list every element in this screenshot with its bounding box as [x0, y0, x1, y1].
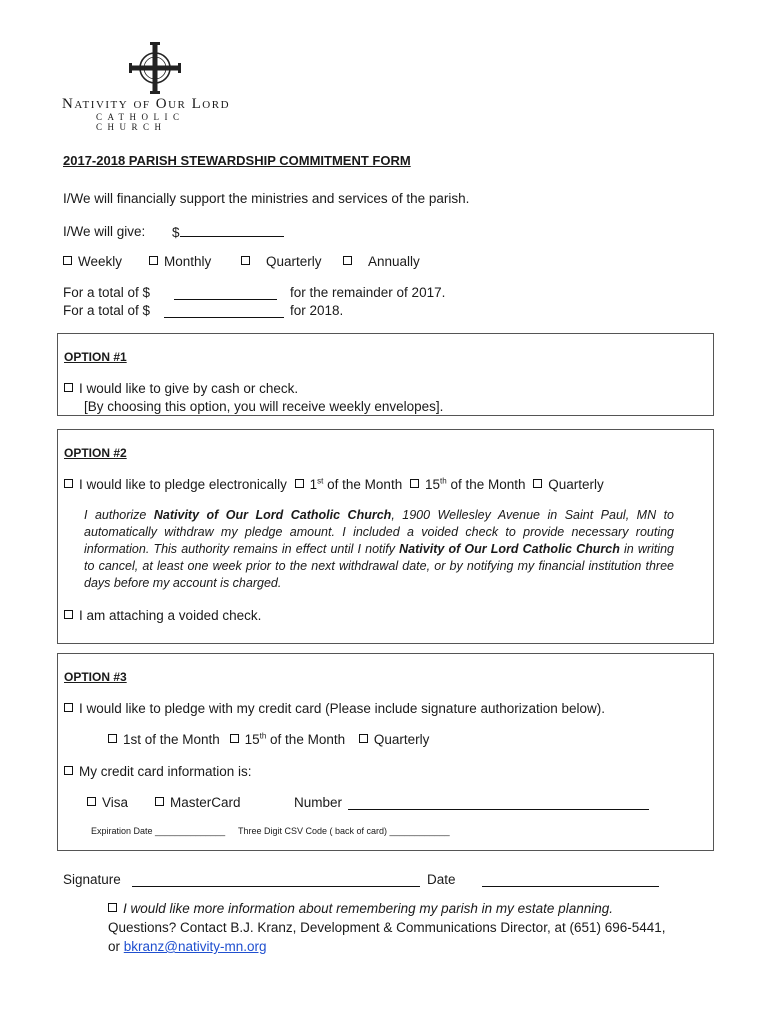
freq-annually[interactable] [343, 254, 420, 270]
estate-planning-label: I would like more information about remembering my parish in my estate planning. [123, 901, 613, 916]
checkbox[interactable] [359, 734, 368, 743]
total-2017-suffix: for the remainder of 2017. [290, 285, 446, 300]
option2-choice2: 15th of the Month [424, 476, 526, 492]
give-amount-field[interactable] [172, 224, 284, 241]
church-subtitle: CATHOLIC CHURCH [96, 112, 185, 132]
option3-title: OPTION #3 [64, 670, 127, 684]
option2-voided-label: I am attaching a voided check. [79, 608, 262, 623]
date-field[interactable] [482, 874, 659, 887]
freq-quarterly[interactable] [241, 254, 322, 270]
total-2018-field[interactable] [164, 305, 284, 318]
option2-pledge-row [64, 477, 604, 493]
option2-choice1: 1st of the Month [309, 476, 403, 492]
checkbox[interactable] [63, 256, 72, 265]
card-visa[interactable] [87, 795, 128, 811]
option1-title: OPTION #1 [64, 350, 127, 364]
checkbox[interactable] [230, 734, 239, 743]
option2-pledge-text: I would like to pledge electronically [79, 477, 287, 492]
checkbox[interactable] [149, 256, 158, 265]
date-label: Date [427, 872, 456, 887]
checkbox[interactable] [64, 383, 73, 392]
checkbox[interactable] [64, 610, 73, 619]
option2-voided-check[interactable] [64, 608, 261, 624]
checkbox[interactable] [241, 256, 250, 265]
option1-cash-check[interactable] [64, 381, 298, 397]
email-link[interactable]: bkranz@nativity-mn.org [123, 939, 267, 954]
option1-line1: I would like to give by cash or check. [79, 381, 299, 396]
option3-choice1: 1st of the Month [123, 732, 220, 747]
total-2018-suffix: for 2018. [290, 303, 344, 318]
option2-choice3: Quarterly [548, 477, 604, 492]
church-logo [60, 42, 260, 132]
card-mastercard-label: MasterCard [170, 795, 241, 810]
freq-quarterly-label: Quarterly [266, 254, 322, 269]
total-2018-label: For a total of $ [63, 303, 151, 318]
card-number-field[interactable] [348, 797, 649, 810]
option3-pledge-row[interactable] [64, 701, 605, 717]
option3-cc-info[interactable] [64, 764, 252, 780]
card-number-label: Number [294, 795, 343, 810]
checkbox[interactable] [87, 797, 96, 806]
freq-weekly-label: Weekly [78, 254, 123, 269]
checkbox[interactable] [64, 479, 73, 488]
signature-field[interactable] [132, 874, 420, 887]
freq-weekly[interactable] [63, 254, 122, 270]
checkbox[interactable] [155, 797, 164, 806]
checkbox[interactable] [533, 479, 542, 488]
signature-label: Signature [63, 872, 121, 887]
card-visa-label: Visa [102, 795, 129, 810]
form-title-text: 2017-2018 PARISH STEWARDSHIP COMMITMENT FORM [63, 153, 411, 168]
checkbox[interactable] [343, 256, 352, 265]
option3-choice3: Quarterly [373, 732, 430, 747]
total-2017-label: For a total of $ [63, 285, 151, 300]
option3-choices [108, 732, 429, 748]
church-name: Nativity of Our Lord [62, 96, 231, 112]
option3-choice2: 15th of the Month [244, 731, 346, 747]
option1-line2: [By choosing this option, you will receive weekly envelopes]. [84, 399, 444, 414]
option3-box [57, 653, 714, 851]
contact-email-line: or bkranz@nativity-mn.org [108, 939, 267, 954]
freq-monthly-label: Monthly [164, 254, 212, 269]
give-label: I/We will give: [63, 224, 146, 239]
checkbox[interactable] [64, 766, 73, 775]
checkbox[interactable] [108, 903, 117, 912]
freq-monthly[interactable] [149, 254, 211, 270]
checkbox[interactable] [64, 703, 73, 712]
checkbox[interactable] [410, 479, 419, 488]
csv-code[interactable]: Three Digit CSV Code ( back of card) ____________ [238, 826, 450, 836]
option3-pledge-text: I would like to pledge with my credit card (Please include signature authorization below). [79, 701, 606, 716]
option3-cc-info-label: My credit card information is: [79, 764, 252, 779]
checkbox[interactable] [295, 479, 304, 488]
option2-title: OPTION #2 [64, 446, 127, 460]
estate-planning-option[interactable] [108, 901, 613, 917]
expiration-date[interactable]: Expiration Date ______________ [91, 826, 226, 836]
dollar-sign: $ [172, 225, 180, 240]
authorization-paragraph: I authorize Nativity of Our Lord Catholic Church, 1900 Wellesley Avenue in Saint Paul, MN to automatically withdraw my pledge amount. I included a voided check to provide necessary routing information. This authority remains in effect until I notify Nativity of Our Lord Catholic Church in writing to cancel, at least one week prior to the next withdrawal date, or by notifying my financial institution three days before my account is charged. [84, 508, 675, 590]
form-title [63, 153, 411, 169]
card-mastercard[interactable] [155, 795, 241, 811]
intro-text: I/We will financially support the ministries and services of the parish. [63, 191, 470, 206]
questions-text: Questions? Contact B.J. Kranz, Development & Communications Director, at (651) 696-5441, [108, 920, 666, 935]
cross-icon [128, 42, 182, 94]
total-2017-field[interactable] [174, 287, 277, 300]
checkbox[interactable] [108, 734, 117, 743]
freq-annually-label: Annually [368, 254, 420, 269]
